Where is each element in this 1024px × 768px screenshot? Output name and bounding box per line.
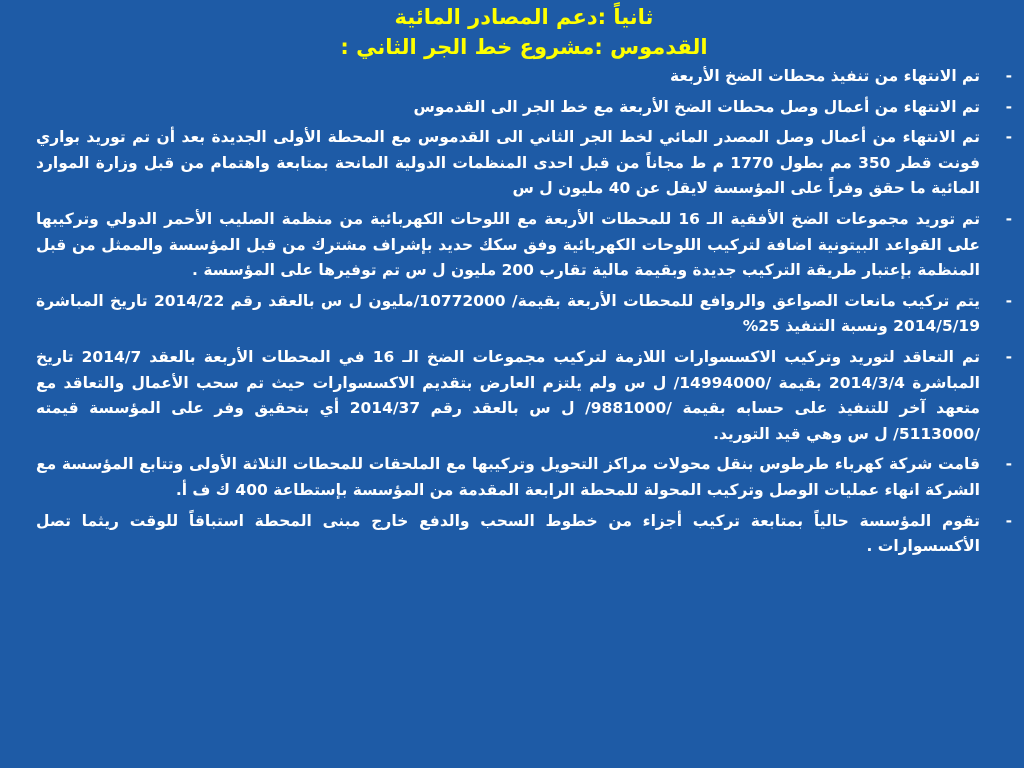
slide-title: ثانياً :دعم المصادر المائية — [394, 5, 654, 29]
bullet-text: تم توريد مجموعات الضخ الأفقية الـ 16 للمحطات الأربعة مع اللوحات الكهربائية من منظمة الصليب الأحمر الدولي وتركيبها على القواعد البيتونية اضافة لتركيب اللوحات الكهربائية وفق سكك حديد بإشراف مشترك من قبل المؤسسة والممثل من قبل المنظمة بإعتبار طريقة التركيب جديدة وبقيمة مالية تقارب 200 مليون ل س تم توفيرها على المؤسسة . — [36, 209, 981, 280]
bullet-text: تم الانتهاء من أعمال وصل المصدر المائي لخط الجر الثاني الى القدموس مع المحطة الأولى الجديدة بعد أن تم توريد بواري فونت قطر 350 مم بطول 1770 م ط مجاناً من قبل احدى المنظمات الدولية المانحة بمتابعة واهتمام من قبل وزارة الموارد المائية ما حقق وفراً على المؤسسة لايقل عن 40 مليون ل س — [36, 128, 981, 198]
bullet-item — [36, 95, 1012, 121]
bullet-dash: - — [1005, 67, 1012, 85]
bullet-item — [36, 207, 1012, 284]
bullet-text: تم الانتهاء من أعمال وصل محطات الضخ الأربعة مع خط الجر الى القدموس — [413, 97, 980, 116]
bullet-list — [36, 64, 1012, 560]
bullet-dash: - — [1005, 209, 1012, 228]
slide-subtitle: القدموس :مشروع خط الجر الثاني : — [340, 35, 708, 59]
bullet-text: يتم تركيب مانعات الصواعق والروافع للمحطات الأربعة بقيمة/ 10772000/مليون ل س بالعقد رقم 2014/22 تاريخ المباشرة 2014/5/19 ونسبة التنفيذ 25% — [36, 291, 980, 336]
bullet-text: تقوم المؤسسة حالياً بمتابعة تركيب أجزاء من خطوط السحب والدفع خارج مبنى المحطة استباقاً للوقت ريثما تصل الأكسسوارات . — [36, 511, 980, 556]
bullet-item — [36, 345, 1012, 447]
bullet-dash: - — [1005, 97, 1012, 116]
bullet-dash: - — [1005, 128, 1012, 147]
bullet-text: تم الانتهاء من تنفيذ محطات الضخ الأربعة — [669, 67, 980, 85]
bullet-item — [36, 64, 1012, 90]
bullet-item — [36, 452, 1012, 503]
bullet-item — [36, 125, 1012, 202]
bullet-text: قامت شركة كهرباء طرطوس بنقل محولات مراكز التحويل وتركيبها مع الملحقات للمحطات الثلاثة الأولى وتتابع المؤسسة مع الشركة انهاء عمليات الوصل وتركيب المحولة للمحطة الرابعة المقدمة من المؤسسة بإستطاعة 400 ك ف أ. — [36, 455, 980, 499]
bullet-dash: - — [1005, 455, 1012, 474]
bullet-item — [36, 289, 1012, 340]
bullet-item — [36, 509, 1012, 560]
bullet-dash: - — [1005, 511, 1012, 530]
bullet-dash: - — [1005, 291, 1012, 310]
bullet-text: تم التعاقد لتوريد وتركيب الاكسسوارات اللازمة لتركيب مجموعات الضخ الـ 16 في المحطات الأربعة بالعقد 2014/7 تاريخ المباشرة 2014/3/4 بقيمة /14994000/ ل س ولم يلتزم العارض بتقديم الاكسسوارات حيث تم سحب الأعمال والتعاقد مع متعهد آخر للتنفيذ على حسابه بقيمة /9881000/ ل س بالعقد رقم 2014/37 أي بتحقيق وفر على المؤسسة قيمته /5113000/ ل س وهي قيد التوريد. — [36, 347, 981, 443]
bullet-dash: - — [1005, 347, 1012, 366]
